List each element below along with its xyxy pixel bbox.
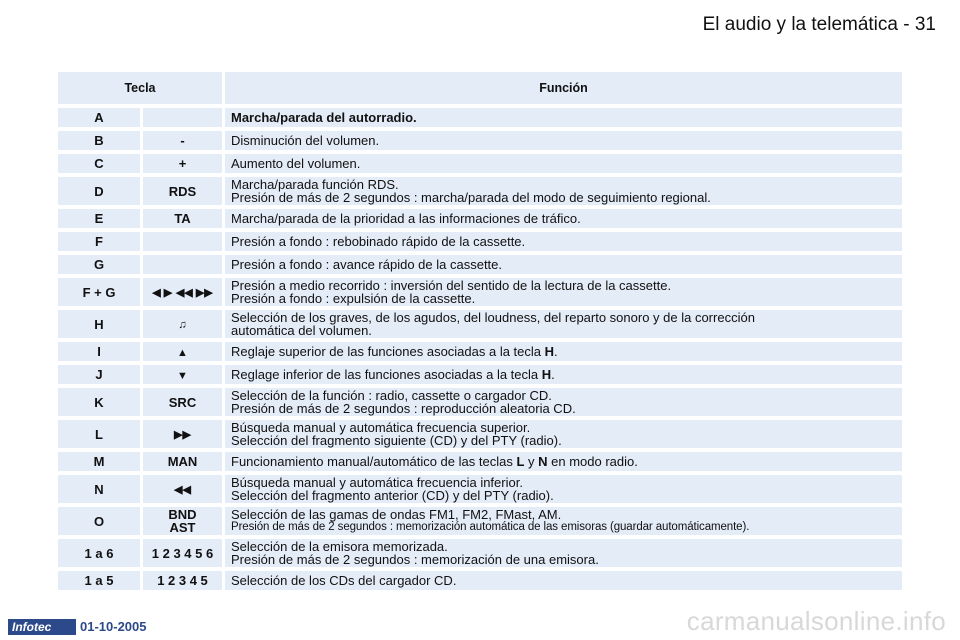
symbol-cell: SRC [140,388,222,416]
function-line: Búsqueda manual y automática frecuencia superior. [231,420,531,435]
key-cell: M [58,452,140,471]
function-text-mid: y [524,454,539,469]
function-cell [222,278,902,306]
function-line: Presión de más de 2 segundos : memorización automática de las emisoras (guardar automáticamente). [231,521,750,533]
function-cell [222,342,902,361]
table-row [58,475,902,503]
function-cell [222,507,902,535]
function-cell [222,388,902,416]
fast-rewind-forward-icon: ◀◀ ▶▶ [175,287,213,299]
function-line: Selección de la función : radio, cassette o cargador CD. [231,388,552,403]
infotec-logo: Infotec [8,619,76,635]
key-cell: G [58,255,140,274]
function-cell [222,420,902,448]
function-line: Selección de la emisora memorizada. [231,539,448,554]
symbol-cell: TA [140,209,222,228]
function-line: Presión a medio recorrido : inversión del sentido de la lectura de la cassette. [231,278,672,293]
symbol-cell [140,475,222,503]
function-cell: Marcha/parada del autorradio. [222,108,902,127]
rewind-forward-icon: ◀ ▶ [152,287,173,299]
function-line: Presión de más de 2 segundos : marcha/parada del modo de seguimiento regional. [231,190,711,205]
function-cell [222,539,902,567]
symbol-cell [140,310,222,338]
table-row [58,388,902,416]
table-row [58,131,902,150]
function-line: automática del volumen. [231,323,372,338]
function-line: Marcha/parada función RDS. [231,177,399,192]
key-cell: D [58,177,140,205]
function-text-tail: en modo radio. [547,454,638,469]
function-cell: Presión a fondo : rebobinado rápido de la cassette. [222,232,902,251]
key-cell: H [58,310,140,338]
symbol-cell: 1 2 3 4 5 6 [140,539,222,567]
table-row [58,571,902,590]
symbol-cell [140,342,222,361]
table-row [58,507,902,535]
function-line: Selección del fragmento siguiente (CD) y del PTY (radio). [231,433,562,448]
function-cell: Marcha/parada de la prioridad a las informaciones de tráfico. [222,209,902,228]
key-reference: H [541,367,552,382]
key-cell: N [58,475,140,503]
function-text: Reglage inferior de las funciones asociadas a la tecla [231,367,542,382]
seek-backward-icon: ◀◀ [174,484,191,496]
footer-date: 01-10-2005 [80,619,147,634]
symbol-line: AST [169,520,196,535]
arrow-up-icon: ▲ [177,346,188,359]
table-row [58,209,902,228]
function-line: Búsqueda manual y automática frecuencia inferior. [231,475,523,490]
key-cell: C [58,154,140,173]
arrow-down-icon: ▼ [177,369,188,382]
seek-forward-icon: ▶▶ [174,429,191,441]
table-row [58,255,902,274]
function-text: Reglaje superior de las funciones asociadas a la tecla [231,344,545,359]
function-line: Selección de los graves, de los agudos, del loudness, del reparto sonoro y de la corrección [231,310,755,325]
key-reference: L [516,454,525,469]
table-row [58,154,902,173]
key-cell: A [58,108,140,127]
function-cell: Presión a fondo : avance rápido de la cassette. [222,255,902,274]
function-line: Selección del fragmento anterior (CD) y del PTY (radio). [231,488,554,503]
symbol-cell [140,108,222,127]
column-header-tecla: Tecla [58,72,222,104]
symbol-cell [140,365,222,384]
table-row [58,310,902,338]
key-cell: F [58,232,140,251]
table-row [58,177,902,205]
column-header-funcion: Función [222,72,902,104]
symbol-cell: 1 2 3 4 5 [140,571,222,590]
key-cell: 1 a 5 [58,571,140,590]
function-line: Presión de más de 2 segundos : reproducción aleatoria CD. [231,401,576,416]
function-text-tail: . [551,367,555,382]
key-reference: H [544,344,555,359]
key-cell: F + G [58,278,140,306]
symbol-cell: MAN [140,452,222,471]
table-row [58,420,902,448]
key-cell: K [58,388,140,416]
watermark: carmanualsonline.info [686,606,946,636]
function-text-tail: . [554,344,558,359]
table-row [58,539,902,567]
function-line: Presión de más de 2 segundos : memorización de una emisora. [231,552,599,567]
function-cell: Selección de los CDs del cargador CD. [222,571,902,590]
symbol-cell [140,255,222,274]
symbol-cell: + [140,154,222,173]
function-cell: Disminución del volumen. [222,131,902,150]
symbol-cell [140,232,222,251]
key-cell: I [58,342,140,361]
symbol-line: BND [168,507,197,522]
key-cell: 1 a 6 [58,539,140,567]
table-row [58,108,902,127]
function-cell: Aumento del volumen. [222,154,902,173]
key-cell: E [58,209,140,228]
table-row [58,278,902,306]
function-cell [222,310,902,338]
function-text: Funcionamiento manual/automático de las teclas [231,454,517,469]
symbol-cell [140,420,222,448]
function-cell [222,475,902,503]
function-cell [222,177,902,205]
key-cell: B [58,131,140,150]
function-line: Presión a fondo : expulsión de la cassette. [231,291,476,306]
table-row [58,342,902,361]
function-cell [222,365,902,384]
symbol-cell [140,507,222,535]
symbol-cell: - [140,131,222,150]
key-reference: N [538,454,548,469]
table-row [58,232,902,251]
table-row [58,365,902,384]
function-line: Selección de las gamas de ondas FM1, FM2, FMast, AM. [231,507,562,522]
key-cell: L [58,420,140,448]
key-function-table [58,68,902,594]
key-cell: J [58,365,140,384]
music-note-icon: ♫ [178,319,187,331]
symbol-cell [140,278,222,306]
key-cell: O [58,507,140,535]
symbol-cell: RDS [140,177,222,205]
function-cell [222,452,902,471]
page-title: El audio y la telemática - 31 [702,14,936,35]
table-row [58,452,902,471]
